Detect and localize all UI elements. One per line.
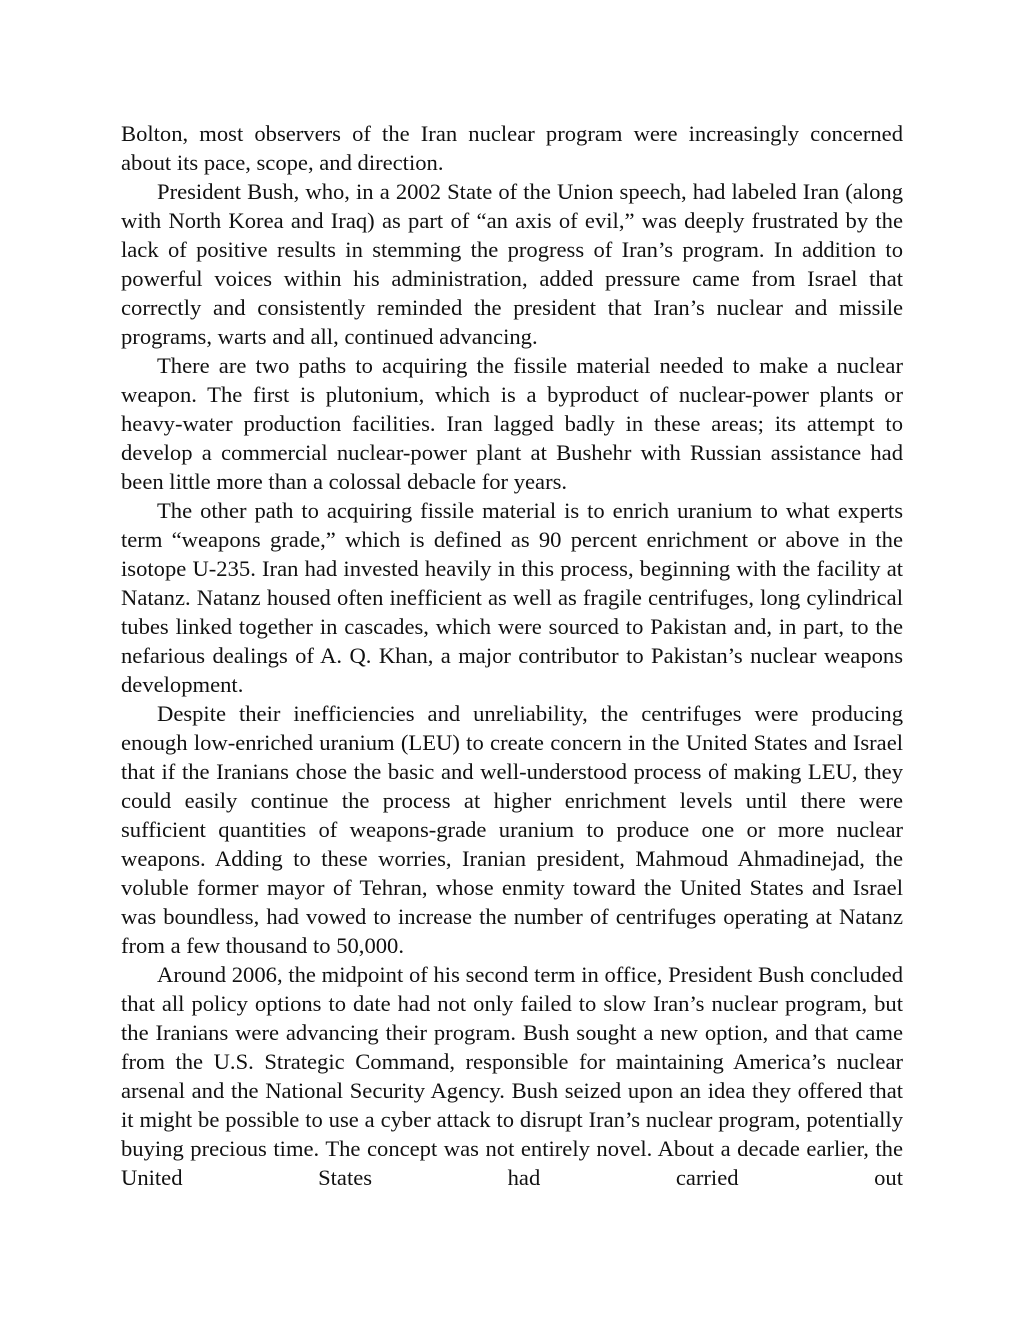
paragraph-3: There are two paths to acquiring the fissile material needed to make a nuclear weapon. The first is plutonium, which is a byproduct of nuclear-power plants or heavy-water production facilities. Iran lagged badly in these areas; its attempt to develop a commercial nuclear-power plant at Bushehr with Russian assistance had been little more than a colossal debacle for years. [121, 353, 903, 494]
paragraph-5: Despite their inefficiencies and unreliability, the centrifuges were producing enough low-enriched uranium (LEU) to create concern in the United States and Israel that if the Iranians chose the basic and well-understood process of making LEU, they could easily continue the process at higher enrichment levels until there were sufficient quantities of weapons-grade uranium to produce one or more nuclear weapons. Adding to these worries, Iranian president, Mahmoud Ahmadinejad, the voluble former mayor of Tehran, whose enmity toward the United States and Israel was boundless, had vowed to increase the number of centrifuges operating at Natanz from a few thousand to 50,000. [121, 701, 903, 958]
paragraph-1: Bolton, most observers of the Iran nuclear program were increasingly concerned about its pace, scope, and direction. [121, 121, 903, 175]
paragraph-6: Around 2006, the midpoint of his second term in office, President Bush concluded that all policy options to date had not only failed to slow Iran’s nuclear program, but the Iranians were advancing their program. Bush sought a new option, and that came from the U.S. Strategic Command, responsible for maintaining America’s nuclear arsenal and the National Security Agency. Bush seized upon an idea they offered that it might be possible to use a cyber attack to disrupt Iran’s nuclear program, potentially buying precious time. The concept was not entirely novel. About a decade earlier, the United States had carried out [121, 962, 903, 1190]
document-page [121, 119, 903, 1192]
paragraph-2: President Bush, who, in a 2002 State of the Union speech, had labeled Iran (along with North Korea and Iraq) as part of “an axis of evil,” was deeply frustrated by the lack of positive results in stemming the progress of Iran’s program. In addition to powerful voices within his administration, added pressure came from Israel that correctly and consistently reminded the president that Iran’s nuclear and missile programs, warts and all, continued advancing. [121, 179, 903, 349]
paragraph-4: The other path to acquiring fissile material is to enrich uranium to what experts term “weapons grade,” which is defined as 90 percent enrichment or above in the isotope U-235. Iran had invested heavily in this process, beginning with the facility at Natanz. Natanz housed often inefficient as well as fragile centrifuges, long cylindrical tubes linked together in cascades, which were sourced to Pakistan and, in part, to the nefarious dealings of A. Q. Khan, a major contributor to Pakistan’s nuclear weapons development. [121, 498, 903, 697]
